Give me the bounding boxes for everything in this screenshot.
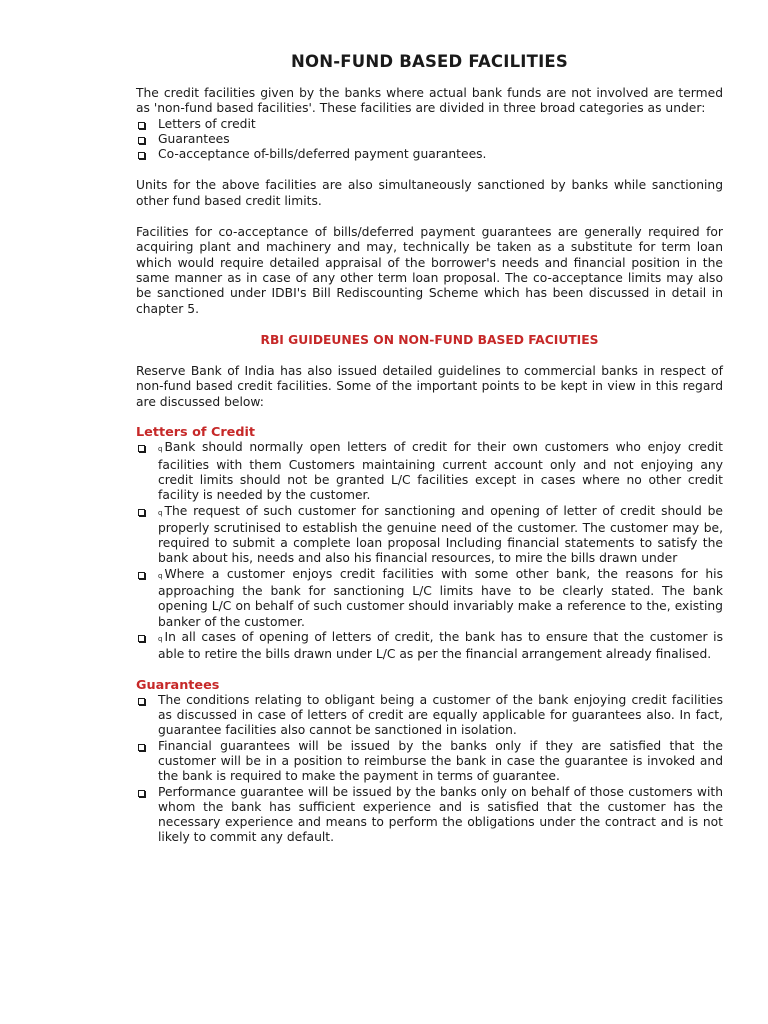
square-bullet-icon: [138, 635, 145, 642]
q-marker: q: [158, 445, 163, 454]
intro-paragraph: The credit facilities given by the banks where actual bank funds are not involved are termed as 'non-fund based facilities'. These facilities are divided in three broad categories as under:: [136, 86, 723, 116]
square-bullet-icon: [138, 790, 145, 797]
list-item: q Where a customer enjoys credit facilities with some other bank, the reasons for his approaching the bank for sanctioning L/C limits have to be clearly stated. The bank opening L/C on behalf of such customer should invariably make a reference to the, existing banker of the customer.: [136, 567, 723, 630]
q-marker: q: [158, 508, 163, 517]
q-marker: q: [158, 634, 163, 643]
list-item: q In all cases of opening of letters of credit, the bank has to ensure that the customer is able to retire the bills drawn under L/C as per the financial arrangement already finalised.: [136, 630, 723, 663]
paragraph-co-acceptance: Facilities for co-acceptance of bills/deferred payment guarantees are generally required for acquiring plant and machinery and may, technically be taken as a substitute for term loan which would require detailed appraisal of the borrower's needs and financial position in the same manner as in case of any other term loan proposal. The co-acceptance limits may also be sanctioned under IDBI's Bill Rediscounting Scheme which has been discussed in detail in chapter 5.: [136, 225, 723, 316]
letters-of-credit-heading: Letters of Credit: [136, 425, 255, 441]
square-bullet-icon: [138, 744, 145, 751]
page-title: NON-FUND BASED FACILITIES: [291, 52, 568, 71]
square-bullet-icon: [138, 572, 145, 579]
square-bullet-icon: [138, 137, 145, 144]
list-item: q The request of such customer for sanctioning and opening of letter of credit should be properly scrutinised to establish the genuine need of the customer. The customer may be, required to submit a complete loan proposal Including financial statements to satisfy the bank about his, needs and also his financial resources, to mire the bills drawn under: [136, 504, 723, 567]
rbi-heading: RBI GUIDEUNES ON NON-FUND BASED FACIUTIES: [260, 332, 599, 347]
categories-list: [136, 117, 723, 163]
guarantees-heading: Guarantees: [136, 677, 220, 693]
q-marker: q: [158, 571, 163, 580]
list-item: Performance guarantee will be issued by the banks only on behalf of those customers with whom the bank has sufficient experience and is satisfied that the customer has the necessary experience and means to perform the obligations under the contract and is not likely to commit any default.: [136, 785, 723, 846]
list-item: q Bank should normally open letters of credit for their own customers who enjoy credit facilities with them Customers maintaining current account only and not enjoying any credit limits should not be granted L/C facilities except in cases where no other credit facility is needed by the customer.: [136, 440, 723, 503]
list-item: Letters of credit: [136, 117, 723, 132]
square-bullet-icon: [138, 445, 145, 452]
square-bullet-icon: [138, 509, 145, 516]
list-item: The conditions relating to obligant being a customer of the bank enjoying credit facilities as discussed in case of letters of credit are equally applicable for guarantees also. In fact, guarantee facilities also cannot be sanctioned in isolation.: [136, 693, 723, 739]
list-item: Financial guarantees will be issued by the banks only if they are satisfied that the customer will be in a position to reimburse the bank in case the guarantee is invoked and the bank is required to make the payment in terms of guarantee.: [136, 739, 723, 785]
list-item: Guarantees: [136, 132, 723, 147]
square-bullet-icon: [138, 152, 145, 159]
rbi-intro-paragraph: Reserve Bank of India has also issued detailed guidelines to commercial banks in respect of non-fund based credit facilities. Some of the important points to be kept in view in this regard are discussed below:: [136, 364, 723, 409]
letters-of-credit-list: [136, 440, 723, 662]
square-bullet-icon: [138, 122, 145, 129]
list-item: Co-acceptance of-bills/deferred payment guarantees.: [136, 147, 723, 162]
square-bullet-icon: [138, 698, 145, 705]
paragraph-units: Units for the above facilities are also simultaneously sanctioned by banks while sanctioning other fund based credit limits.: [136, 178, 723, 208]
guarantees-list: [136, 693, 723, 846]
